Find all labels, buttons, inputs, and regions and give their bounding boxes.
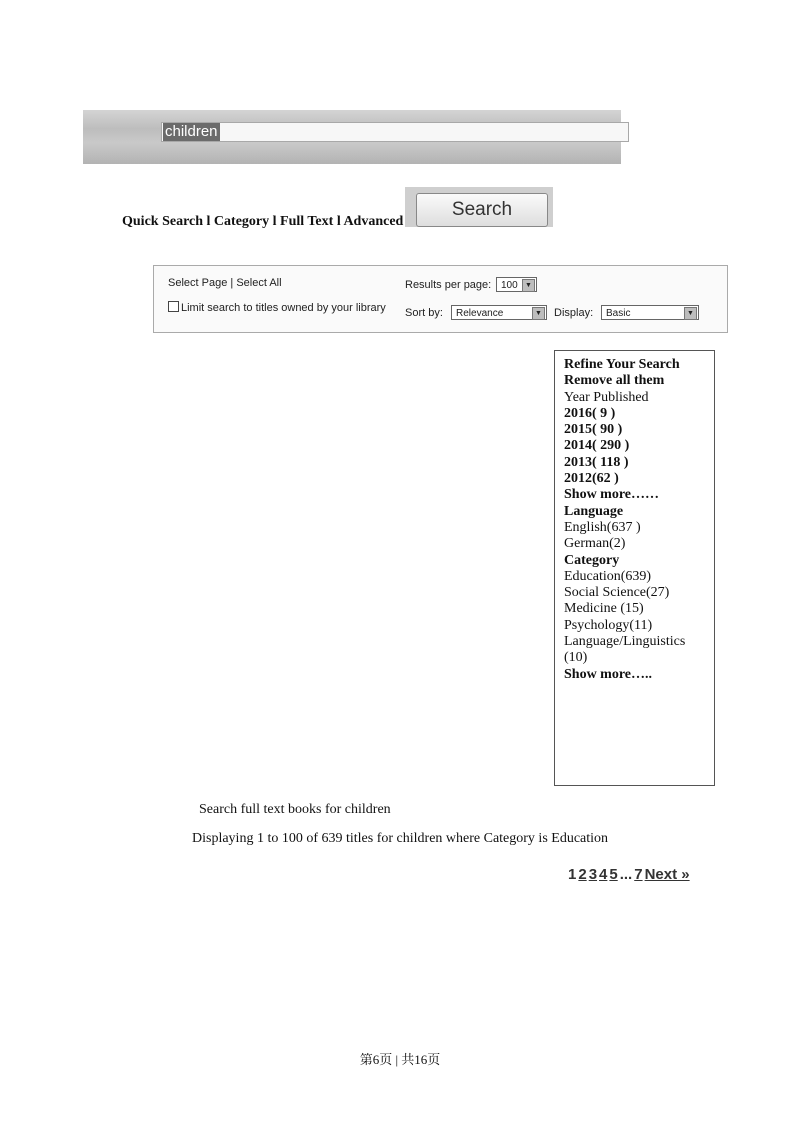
category-heading: Category bbox=[564, 552, 620, 568]
facet-language[interactable]: German(2) bbox=[564, 536, 626, 552]
nav-category[interactable]: Category bbox=[213, 214, 270, 229]
facet-year[interactable]: 2013( 118 ) bbox=[564, 454, 629, 470]
search-options-panel bbox=[153, 265, 728, 333]
page-link[interactable]: 5 bbox=[609, 866, 618, 883]
select-links bbox=[168, 277, 282, 289]
facet-category[interactable]: Education(639) bbox=[564, 568, 652, 584]
search-bar bbox=[83, 110, 621, 164]
show-more-years-link[interactable]: Show more…… bbox=[564, 487, 660, 503]
results-summary: Displaying 1 to 100 of 639 titles for children where Category is Education bbox=[192, 831, 609, 846]
select-divider: | bbox=[230, 277, 234, 289]
next-page-link[interactable]: Next » bbox=[644, 866, 690, 883]
nav-separator: l bbox=[203, 214, 214, 229]
sort-by-value: Relevance bbox=[456, 308, 504, 319]
limit-search-checkbox[interactable] bbox=[168, 301, 179, 312]
search-query-text: children bbox=[165, 123, 218, 140]
nav-separator: l bbox=[269, 214, 281, 229]
page-footer: 第6页 | 共16页 bbox=[359, 1052, 441, 1067]
sort-by-label: Sort by: bbox=[405, 307, 443, 319]
select-page-link[interactable]: Select Page bbox=[168, 277, 228, 289]
dropdown-arrow-icon: ▼ bbox=[532, 307, 545, 320]
page-link[interactable]: 3 bbox=[588, 866, 598, 883]
facet-year[interactable]: 2012(62 ) bbox=[564, 471, 619, 487]
nav-advanced[interactable]: Advanced bbox=[343, 214, 404, 229]
search-input[interactable] bbox=[161, 122, 629, 142]
facet-year[interactable]: 2015( 90 ) bbox=[564, 422, 623, 438]
select-all-link[interactable]: Select All bbox=[236, 277, 282, 289]
results-heading: Search full text books for children bbox=[199, 802, 391, 817]
facet-category[interactable]: Language/Linguistics bbox=[564, 634, 686, 650]
search-mode-nav bbox=[122, 214, 403, 230]
pagination bbox=[568, 866, 692, 883]
results-per-page-select[interactable] bbox=[496, 277, 537, 292]
remove-all-link[interactable]: Remove all them bbox=[564, 373, 665, 389]
facet-category[interactable]: Psychology(11) bbox=[564, 617, 653, 633]
display-value: Basic bbox=[606, 308, 631, 319]
nav-separator: l bbox=[333, 214, 344, 229]
results-per-page-label: Results per page: bbox=[405, 279, 492, 291]
facet-category[interactable]: Social Science(27) bbox=[564, 585, 670, 601]
refine-title: Refine Your Search bbox=[564, 357, 680, 372]
facet-language[interactable]: English(637 ) bbox=[564, 519, 641, 535]
sort-by-select[interactable] bbox=[451, 305, 547, 320]
dropdown-arrow-icon: ▼ bbox=[684, 307, 697, 320]
language-heading: Language bbox=[564, 503, 624, 519]
results-per-page-value: 100 bbox=[501, 280, 518, 291]
facet-year[interactable]: 2016( 9 ) bbox=[564, 405, 616, 421]
show-more-categories-link[interactable]: Show more….. bbox=[564, 666, 653, 682]
nav-full-text[interactable]: Full Text bbox=[280, 214, 334, 229]
facet-year[interactable]: 2014( 290 ) bbox=[564, 438, 630, 454]
nav-quick-search[interactable]: Quick Search bbox=[122, 214, 204, 229]
page-link-last[interactable]: 7 bbox=[634, 866, 643, 883]
display-select[interactable] bbox=[601, 305, 699, 320]
year-heading: Year Published bbox=[564, 389, 649, 405]
page-link[interactable]: 2 bbox=[578, 866, 587, 883]
limit-search-label: Limit search to titles owned by your library bbox=[181, 302, 386, 314]
dropdown-arrow-icon: ▼ bbox=[522, 279, 535, 292]
display-label: Display: bbox=[554, 307, 594, 319]
page-link[interactable]: 4 bbox=[599, 866, 608, 883]
page-ellipsis: ... bbox=[619, 866, 633, 883]
facet-category[interactable]: Medicine (15) bbox=[564, 601, 644, 617]
refine-search-panel bbox=[554, 350, 715, 786]
facet-category-count[interactable]: (10) bbox=[564, 650, 588, 666]
page-current: 1 bbox=[568, 866, 577, 883]
search-button[interactable]: Search bbox=[416, 193, 548, 227]
